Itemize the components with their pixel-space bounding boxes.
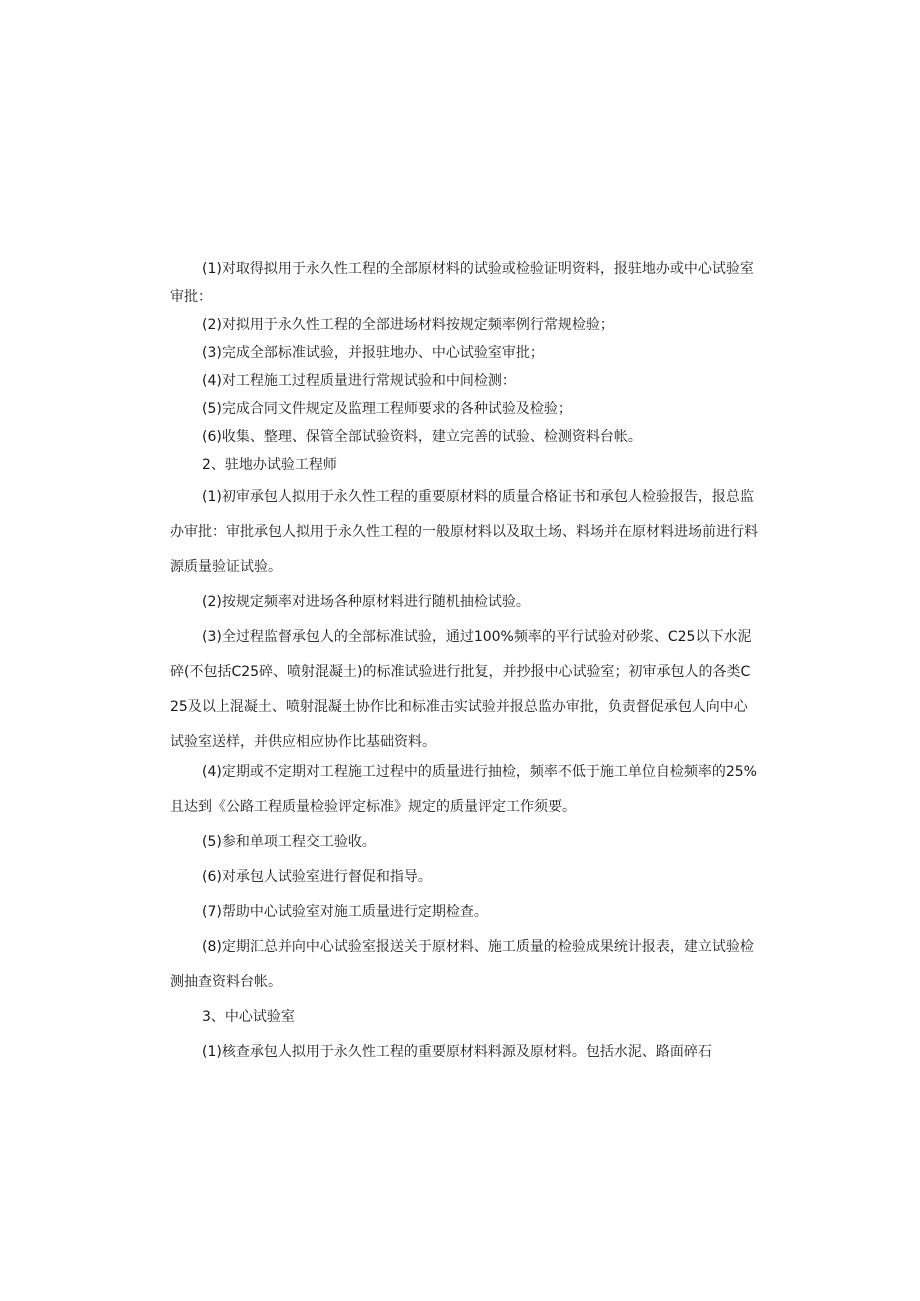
paragraph: (5)参和单项工程交工验收。 xyxy=(202,834,376,850)
section-heading: 2、驻地办试验工程师 xyxy=(202,457,337,473)
paragraph: (3)完成全部标准试验，并报驻地办、中心试验室审批； xyxy=(202,345,544,361)
paragraph: (6)对承包人试验室进行督促和指导。 xyxy=(202,869,432,885)
paragraph: (8)定期汇总并向中心试验室报送关于原材料、施工质量的检验成果统计报表，建立试验检测抽查资料台帐。 xyxy=(170,939,754,990)
section-heading: 3、中心试验室 xyxy=(202,1009,295,1025)
paragraph: (4)对工程施工过程质量进行常规试验和中间检测： xyxy=(202,373,516,389)
paragraph: (1)对取得拟用于永久性工程的全部原材料的试验或检验证明资料，报驻地办或中心试验室审批： xyxy=(170,261,754,305)
paragraph: (4)定期或不定期对工程施工过程中的质量进行抽检，频率不低于施工单位自检频率的25%且达到《公路工程质量检验评定标准》规定的质量评定工作须要。 xyxy=(170,764,757,815)
paragraph: (7)帮助中心试验室对施工质量进行定期检查。 xyxy=(202,904,488,920)
paragraph: (1)核查承包人拟用于永久性工程的重要原材料料源及原材料。包括水泥、路面碎石 xyxy=(202,1044,712,1060)
paragraph: (3)全过程监督承包人的全部标准试验，通过100%频率的平行试验对砂浆、C25以下水泥碎(不包括C25碎、喷射混凝土)的标准试验进行批复，并抄报中心试验室；初审承包人的各类C25及以上混凝土、喷射混凝土协作比和标准击实试验并报总监办审批，负责督促承包人向中心试验室送样，并供应相应协作比基础资料。 xyxy=(170,629,752,750)
paragraph: (6)收集、整理、保管全部试验资料，建立完善的试验、检测资料台帐。 xyxy=(202,429,642,445)
paragraph: (2)按规定频率对进场各种原材料进行随机抽检试验。 xyxy=(202,594,530,610)
paragraph: (2)对拟用于永久性工程的全部进场材料按规定频率例行常规检验； xyxy=(202,317,614,333)
paragraph: (5)完成合同文件规定及监理工程师要求的各种试验及检验； xyxy=(202,401,572,417)
paragraph: (1)初审承包人拟用于永久性工程的重要原材料的质量合格证书和承包人检验报告，报总监办审批：审批承包人拟用于永久性工程的一般原材料以及取土场、料场并在原材料进场前进行料源质量验证试验。 xyxy=(170,489,758,575)
